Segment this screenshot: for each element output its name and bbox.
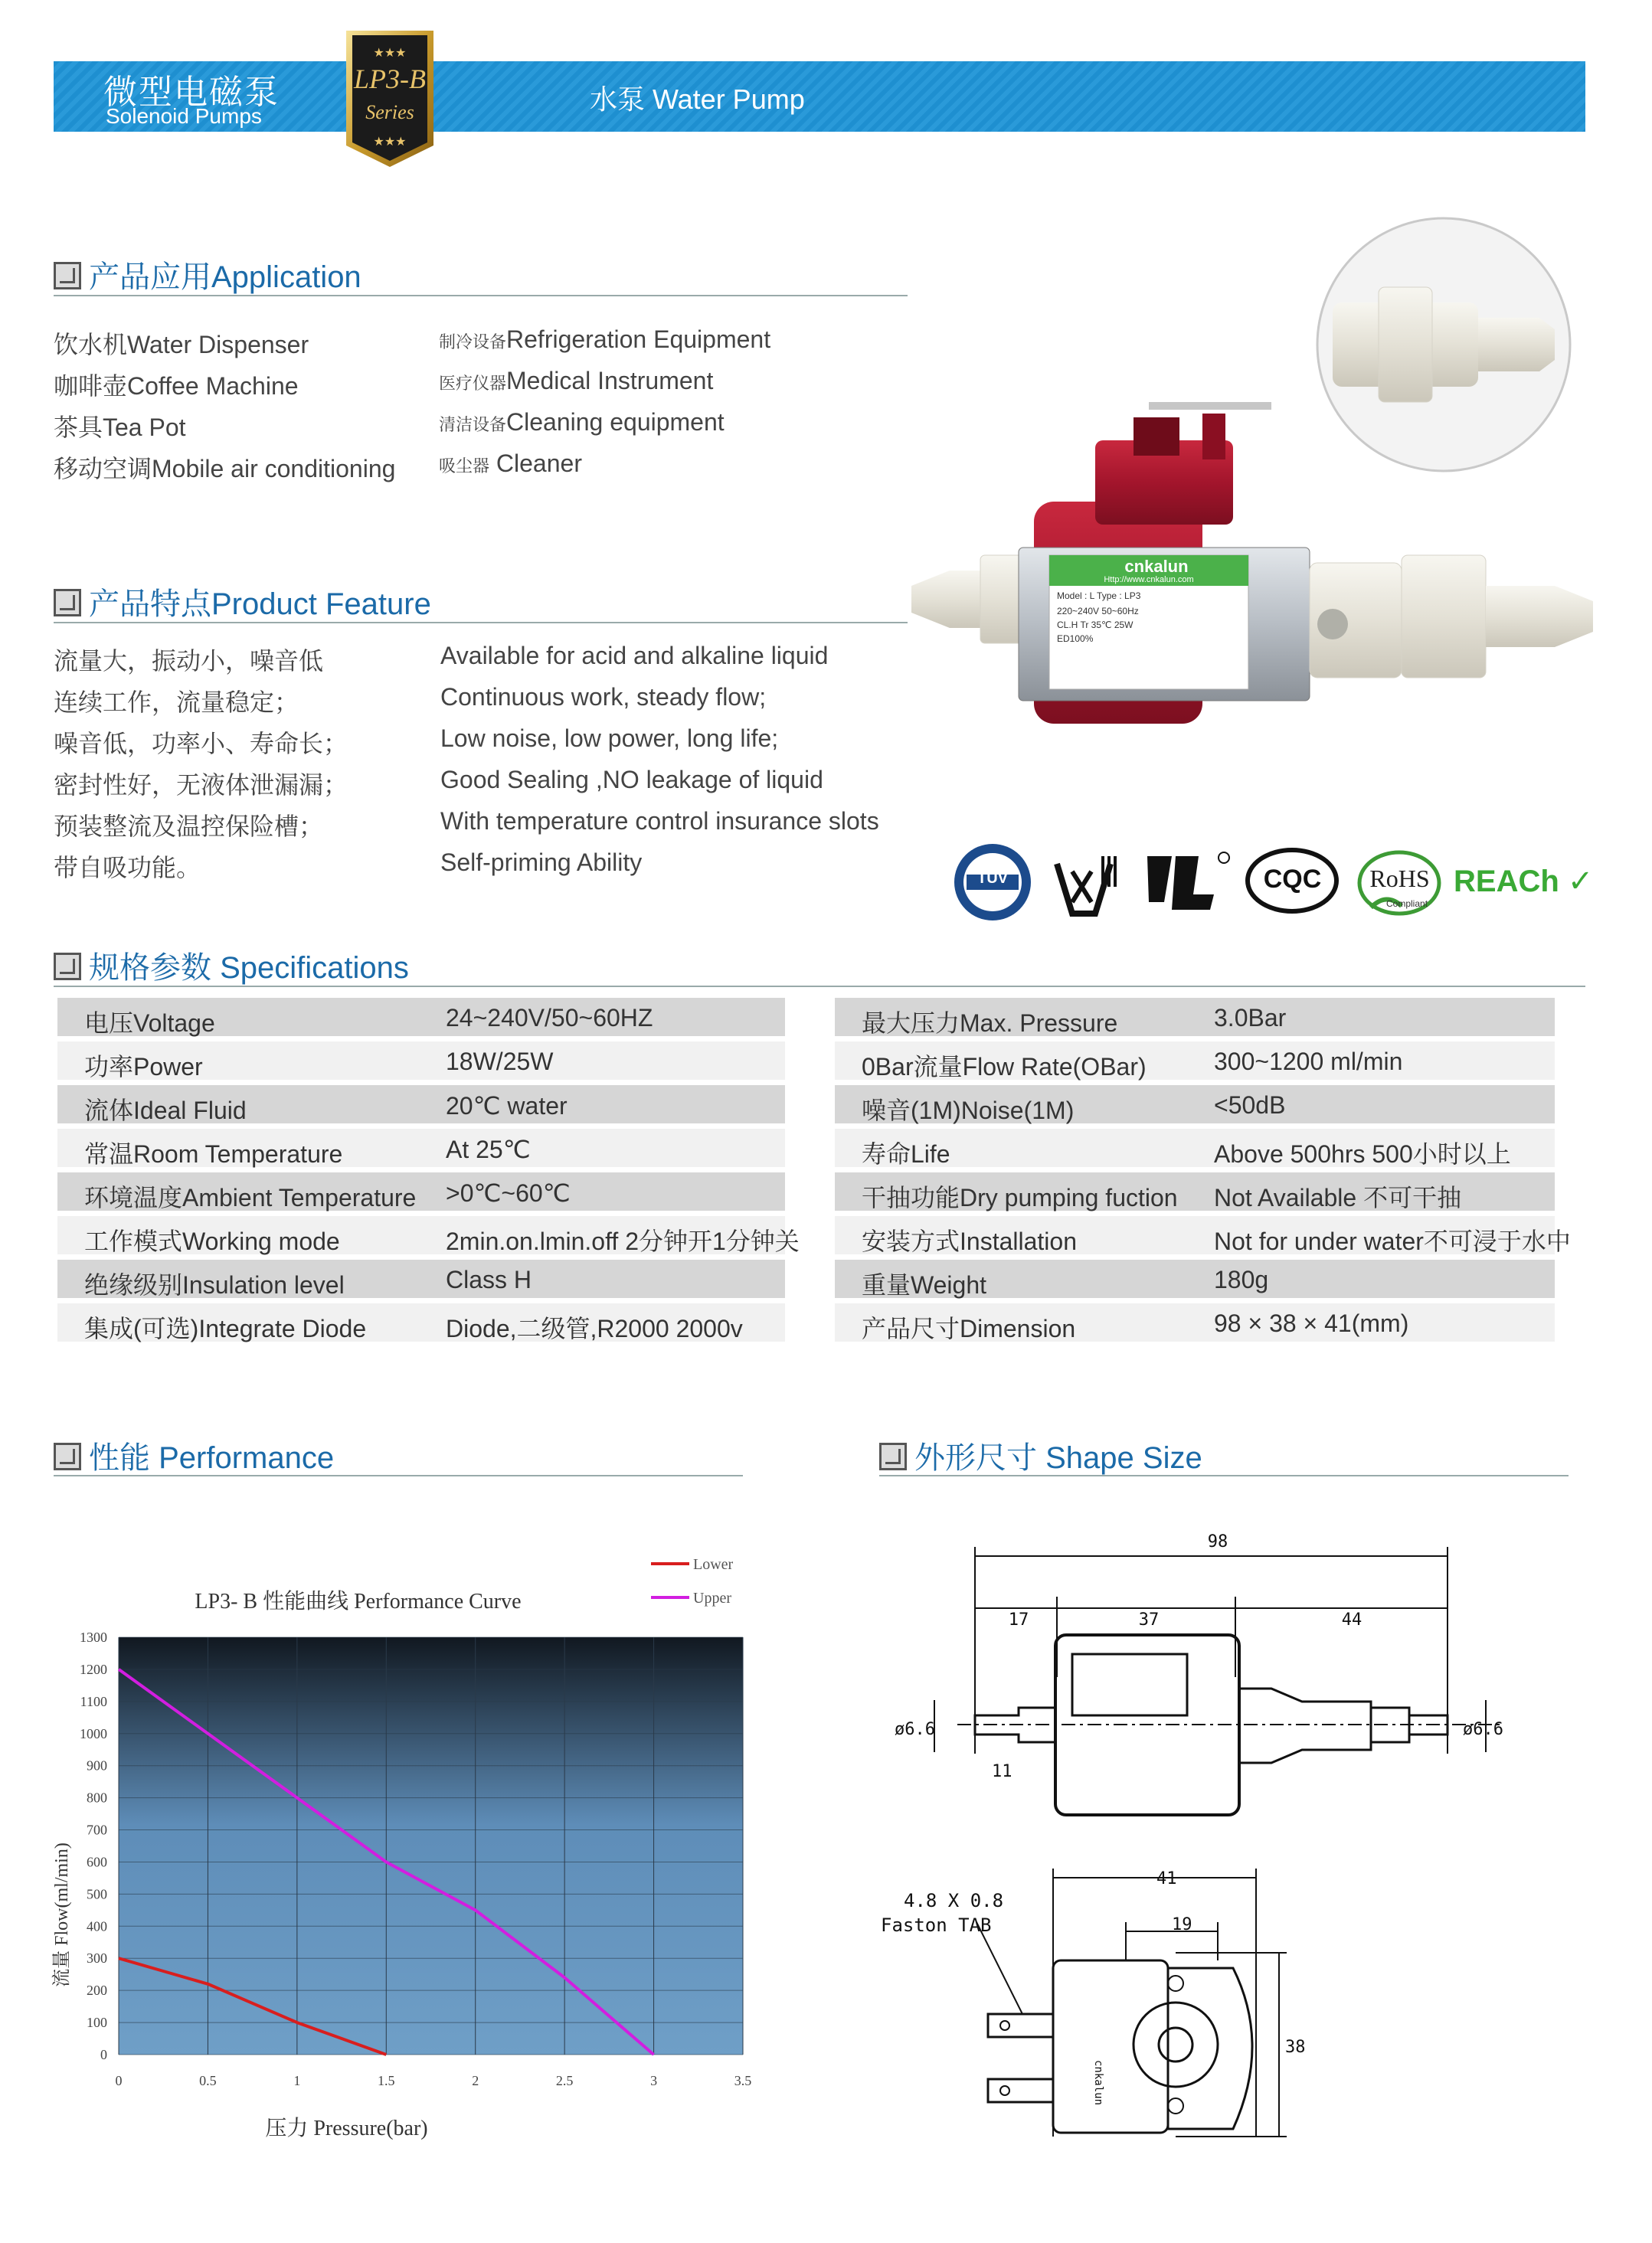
spec-key: 集成(可选)Integrate Diode: [84, 1315, 367, 1342]
y-tick-label: 400: [87, 1918, 107, 1934]
y-tick-label: 0: [100, 2047, 107, 2062]
spec-value: Diode,二级管,R2000 2000v: [446, 1315, 743, 1342]
pump-label-duty: ED100%: [1057, 633, 1094, 644]
spec-value: Not Available 不可干抽: [1214, 1184, 1462, 1211]
x-tick-label: 1: [293, 2073, 301, 2088]
y-tick-label: 300: [87, 1950, 107, 1967]
y-tick-label: 700: [87, 1822, 107, 1838]
specs-heading-text: 规格参数 Specifications: [89, 951, 409, 985]
spec-key: 工作模式Working mode: [84, 1228, 340, 1255]
application-item-cn: 医疗仪器: [439, 374, 507, 393]
spec-row: [835, 998, 1555, 1036]
application-heading: [54, 253, 361, 296]
spec-value: 3.0Bar: [1214, 1004, 1287, 1032]
dim-37: 37: [1138, 1610, 1160, 1630]
application-item: [439, 450, 582, 478]
tuv-certification-icon: [951, 841, 1034, 924]
legend-label-lower: Lower: [693, 1556, 734, 1573]
spec-row: [835, 1303, 1555, 1342]
spec-row: [57, 1172, 785, 1211]
y-tick-label: 800: [87, 1790, 107, 1806]
application-item-en: Medical Instrument: [506, 367, 714, 394]
pump-product-image: [904, 195, 1608, 747]
spec-key: 噪音(1M)Noise(1M): [862, 1097, 1075, 1124]
pump-label-model: Model : L Type : LP3: [1057, 590, 1141, 601]
product-title: 水泵 Water Pump: [590, 83, 805, 115]
rohs-certification-icon: [1356, 846, 1444, 923]
x-tick-label: 1.5: [378, 2073, 395, 2088]
spec-value: 180g: [1214, 1266, 1269, 1293]
spec-value: 2min.on.lmin.off 2分钟开1分钟关: [446, 1228, 800, 1255]
spec-value: 98 × 38 × 41(mm): [1214, 1310, 1409, 1337]
spec-value: Above 500hrs 500小时以上: [1214, 1140, 1511, 1168]
spec-row: [57, 1085, 785, 1123]
spec-row: [835, 1085, 1555, 1123]
feature-item-en: Available for acid and alkaline liquid: [440, 642, 829, 669]
y-tick-label: 600: [87, 1854, 107, 1870]
feature-item-en: Continuous work, steady flow;: [440, 683, 767, 711]
ul-certification-icon: [1141, 848, 1233, 917]
spec-row: [57, 1216, 800, 1255]
section-checkbox-icon: [54, 1443, 81, 1470]
application-item-en: Refrigeration Equipment: [506, 325, 771, 353]
spec-key: 环境温度Ambient Temperature: [84, 1184, 417, 1211]
spec-key: 寿命Life: [862, 1140, 950, 1168]
section-checkbox-icon: [54, 953, 81, 980]
y-tick-label: 1300: [80, 1630, 107, 1645]
spec-row: [57, 998, 785, 1036]
spec-key: 功率Power: [84, 1053, 203, 1081]
legend-label-upper: Upper: [693, 1590, 731, 1607]
spec-value: 18W/25W: [446, 1048, 554, 1075]
dim-11: 11: [992, 1762, 1012, 1781]
application-item: [439, 408, 725, 437]
dimension-drawing: [873, 1524, 1593, 2213]
spec-value: At 25℃: [446, 1136, 531, 1163]
application-item: [439, 325, 770, 354]
performance-heading: [54, 1434, 334, 1477]
x-axis-label: 压力 Pressure(bar): [265, 2117, 428, 2140]
reach-certification-icon: REACh ✓: [1454, 865, 1594, 898]
dim-98: 98: [1207, 1532, 1228, 1551]
spec-value: 20℃ water: [446, 1092, 568, 1120]
feature-item-en: Good Sealing ,NO leakage of liquid: [440, 766, 823, 793]
x-tick-label: 0: [115, 2073, 123, 2088]
series-badge: [335, 31, 444, 167]
divider: [54, 295, 908, 296]
spec-value: <50dB: [1214, 1091, 1286, 1119]
plot-area: [119, 1637, 743, 2055]
spec-key: 0Bar流量Flow Rate(OBar): [862, 1053, 1147, 1081]
spec-value: Not for under water不可浸于水中: [1214, 1228, 1571, 1255]
badge-series-code: LP3-B: [354, 64, 426, 94]
application-item-cn: 制冷设备: [439, 332, 507, 351]
section-checkbox-icon: [879, 1443, 907, 1470]
application-item: 咖啡壶Coffee Machine: [54, 372, 299, 400]
dim-19: 19: [1172, 1915, 1192, 1934]
divider: [879, 1475, 1569, 1476]
faston-label: Faston TAB: [881, 1914, 992, 1936]
y-tick-label: 500: [87, 1886, 107, 1902]
performance-chart: [46, 1547, 766, 2144]
spec-value: 300~1200 ml/min: [1214, 1048, 1403, 1075]
spec-row: [835, 1172, 1555, 1211]
category-title-en: Solenoid Pumps: [106, 104, 262, 128]
food-safe-icon: [1049, 848, 1122, 921]
feature-item-cn: 噪音低，功率小、寿命长；: [54, 730, 348, 757]
spec-key: 产品尺寸Dimension: [862, 1315, 1076, 1342]
divider: [54, 622, 908, 623]
application-item-cn: 吸尘器: [439, 456, 490, 476]
feature-item-cn: 连续工作，流量稳定；: [54, 688, 299, 716]
feature-heading: [54, 580, 431, 623]
spec-key: 最大压力Max. Pressure: [862, 1009, 1118, 1037]
feature-heading-text: 产品特点Product Feature: [89, 587, 431, 621]
feature-item-en: Self-priming Ability: [440, 848, 643, 876]
dim-17: 17: [1008, 1610, 1029, 1630]
svg-text:★★★: ★★★: [373, 136, 407, 149]
pump-label-url: Http://www.cnkalun.com: [1104, 575, 1194, 584]
badge-series-label: Series: [365, 101, 414, 123]
spec-key: 常温Room Temperature: [84, 1140, 343, 1168]
spec-row: [835, 1260, 1555, 1298]
application-item-en: Cleaner: [489, 450, 582, 477]
dim-diameter-right: ø6.6: [1463, 1720, 1503, 1739]
x-tick-label: 3: [650, 2073, 658, 2088]
divider: [54, 986, 1585, 987]
application-item: 饮水机Water Dispenser: [54, 331, 309, 358]
cqc-text: CQC: [1263, 865, 1322, 894]
spec-key: 绝缘级别Insulation level: [84, 1271, 345, 1299]
dim-41: 41: [1156, 1869, 1177, 1888]
spec-key: 重量Weight: [862, 1271, 987, 1299]
spec-value: >0℃~60℃: [446, 1179, 571, 1207]
spec-value: 24~240V/50~60HZ: [446, 1004, 653, 1032]
spec-value: Class H: [446, 1266, 532, 1293]
rohs-compliant-text: Compliant: [1386, 898, 1428, 909]
performance-chart-svg: [46, 1547, 766, 2144]
spec-row: [57, 1129, 785, 1167]
tuv-text: TÜV: [977, 870, 1008, 887]
y-tick-label: 100: [87, 2015, 107, 2031]
application-item: 移动空调Mobile air conditioning: [54, 455, 396, 482]
rohs-text: RoHS: [1369, 865, 1430, 892]
spec-key: 电压Voltage: [84, 1009, 215, 1037]
application-item: [439, 367, 713, 395]
x-tick-label: 3.5: [734, 2073, 752, 2088]
pump-label-brand: cnkalun: [1124, 557, 1189, 576]
pump-label-class: CL.H Tr 35℃ 25W: [1057, 620, 1134, 630]
spec-row: [835, 1216, 1571, 1255]
y-tick-label: 1000: [80, 1725, 107, 1741]
header-banner: [54, 61, 1585, 132]
spec-row: [835, 1129, 1555, 1167]
svg-text:★★★: ★★★: [373, 47, 407, 60]
section-checkbox-icon: [54, 262, 81, 289]
section-checkbox-icon: [54, 589, 81, 616]
spec-key: 安装方式Installation: [862, 1228, 1077, 1255]
feature-item-en: Low noise, low power, long life;: [440, 724, 779, 752]
y-axis-label: 流量 Flow(ml/min): [52, 1842, 72, 1987]
application-heading-text: 产品应用Application: [89, 260, 361, 294]
feature-item-cn: 预装整流及温控保险槽；: [54, 813, 324, 840]
x-tick-label: 2.5: [555, 2073, 574, 2088]
dim-44: 44: [1341, 1610, 1362, 1630]
spec-row: [835, 1041, 1555, 1080]
pump-label-voltage: 220~240V 50~60Hz: [1057, 606, 1139, 616]
spec-key: 干抽功能Dry pumping fuction: [862, 1184, 1178, 1211]
dim-38: 38: [1285, 2038, 1306, 2057]
chart-title: LP3- B 性能曲线 Performance Curve: [195, 1590, 522, 1614]
body-marking: cnkalun: [1092, 2060, 1104, 2106]
feature-item-cn: 带自吸功能。: [54, 854, 201, 881]
cqc-certification-icon: [1245, 846, 1340, 915]
shape-heading-text: 外形尺寸 Shape Size: [914, 1441, 1202, 1475]
shape-heading: [879, 1434, 1202, 1477]
performance-heading-text: 性能 Performance: [89, 1441, 335, 1475]
application-item-cn: 清洁设备: [439, 415, 507, 434]
specs-heading: [54, 943, 409, 987]
divider: [54, 1475, 743, 1476]
spec-row: [57, 1260, 785, 1298]
spec-row: [57, 1041, 785, 1080]
spec-row: [57, 1303, 785, 1342]
y-tick-label: 200: [87, 1983, 107, 1999]
feature-item-en: With temperature control insurance slots: [440, 807, 879, 835]
y-tick-label: 1100: [80, 1693, 107, 1709]
category-title-cn: 微型电磁泵: [103, 74, 280, 111]
x-tick-label: 2: [472, 2073, 479, 2088]
y-tick-label: 900: [87, 1757, 107, 1774]
spec-key: 流体Ideal Fluid: [84, 1097, 247, 1124]
y-tick-label: 1200: [80, 1661, 107, 1677]
feature-item-cn: 流量大，振动小，噪音低: [54, 647, 324, 675]
dim-diameter-left: ø6.6: [895, 1720, 935, 1739]
application-item-en: Cleaning equipment: [506, 408, 725, 436]
faston-size: 4.8 X 0.8: [904, 1890, 1004, 1911]
application-item: 茶具Tea Pot: [54, 414, 186, 441]
x-tick-label: 0.5: [199, 2073, 217, 2088]
feature-item-cn: 密封性好，无液体泄漏漏；: [54, 771, 348, 799]
